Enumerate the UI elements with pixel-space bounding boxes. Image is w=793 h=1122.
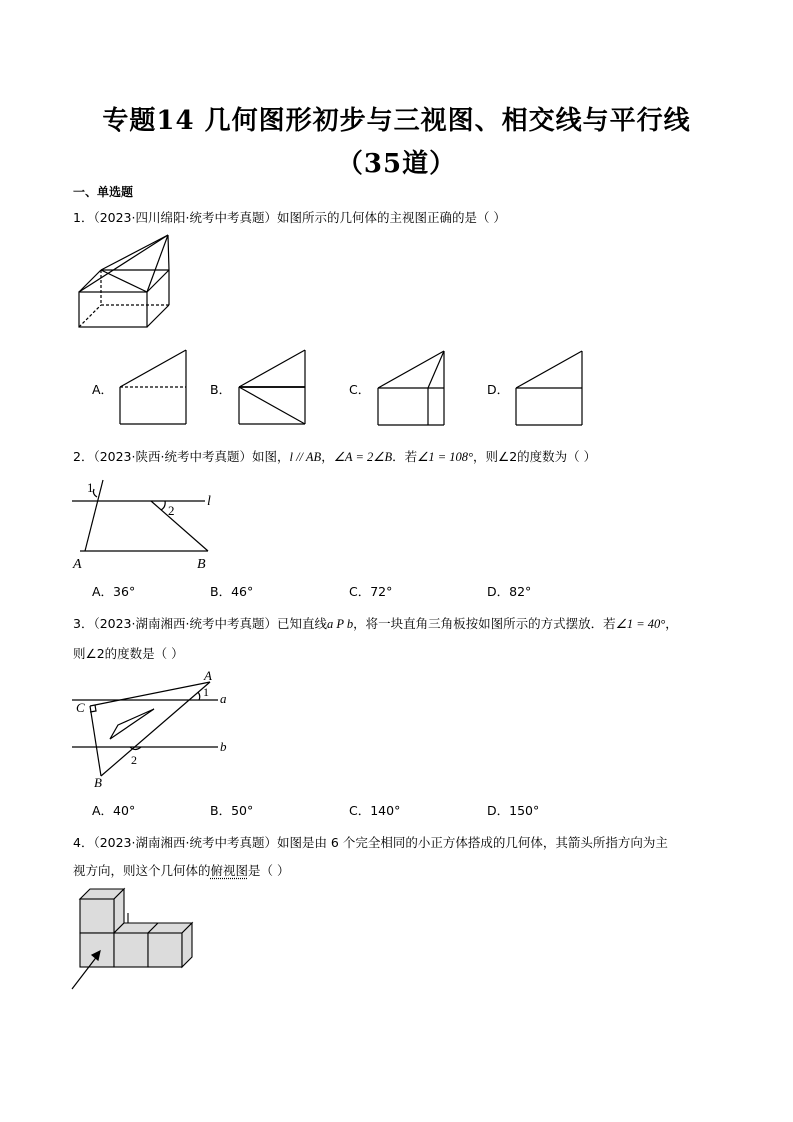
q2-stem: 2．（2023·陕西·统考中考真题）如图，l // AB，∠A = 2∠B．若∠1 = 108°，则∠2的度数为（ ） [73, 449, 597, 464]
q3-option-d[interactable]: D．150° [487, 803, 540, 818]
q1-option-c-figure[interactable] [376, 350, 448, 426]
q3-option-c[interactable]: C．140° [349, 803, 401, 818]
section-heading: 一、单选题 [73, 185, 134, 199]
page-title-line1: 专题14 几何图形初步与三视图、相交线与平行线 [102, 106, 691, 136]
q2-option-a[interactable]: A．36° [92, 584, 136, 599]
q3-angle-1-label: 1 [203, 685, 209, 699]
q1-option-d-label[interactable]: D． [487, 382, 510, 397]
q3-point-a-label: A [204, 668, 212, 683]
q2-option-c[interactable]: C．72° [349, 584, 393, 599]
page-title-line2: （35道） [336, 149, 457, 179]
q1-option-b-label[interactable]: B． [210, 382, 232, 397]
q1-option-a-figure[interactable] [118, 349, 190, 425]
q3-point-b-label: B [94, 775, 102, 790]
q2-line-l-label: l [207, 494, 211, 509]
q4-cube-figure [70, 885, 210, 995]
q2-point-b-label: B [197, 557, 206, 572]
q1-solid-figure [76, 232, 176, 332]
q3-stem-line1: 3．（2023·湖南湘西·统考中考真题）已知直线a P b，将一块直角三角板按如图所示的方式摆放．若∠1 = 40°， [73, 616, 678, 631]
q2-angle-2-label: 2 [168, 503, 175, 518]
q4-stem-line1: 4．（2023·湖南湘西·统考中考真题）如图是由 6 个完全相同的小正方体搭成的几何体，其箭头所指方向为主 [73, 835, 668, 850]
q2-option-b[interactable]: B．46° [210, 584, 254, 599]
q1-option-a-label[interactable]: A． [92, 382, 114, 397]
q1-option-d-figure[interactable] [514, 350, 586, 426]
q3-angle-2-label: 2 [131, 753, 137, 767]
q1-option-c-label[interactable]: C． [349, 382, 371, 397]
q3-point-c-label: C [76, 700, 85, 715]
q2-figure [70, 478, 230, 574]
q3-option-a[interactable]: A．40° [92, 803, 136, 818]
q3-line-b-label: b [220, 739, 227, 754]
q1-stem: 1．（2023·四川绵阳·统考中考真题）如图所示的几何体的主视图正确的是（ ） [73, 210, 506, 225]
q1-option-b-figure[interactable] [237, 349, 309, 425]
q3-line-a-label: a [220, 691, 227, 706]
q2-angle-1-label: 1 [87, 480, 94, 495]
q2-option-d[interactable]: D．82° [487, 584, 532, 599]
q3-stem-line2: 则∠2的度数是（ ） [73, 646, 184, 661]
q4-stem-line2: 视方向，则这个几何体的俯视图是（ ） [73, 863, 290, 878]
q2-point-a-label: A [73, 557, 82, 572]
q3-option-b[interactable]: B．50° [210, 803, 254, 818]
q3-figure [70, 670, 240, 790]
